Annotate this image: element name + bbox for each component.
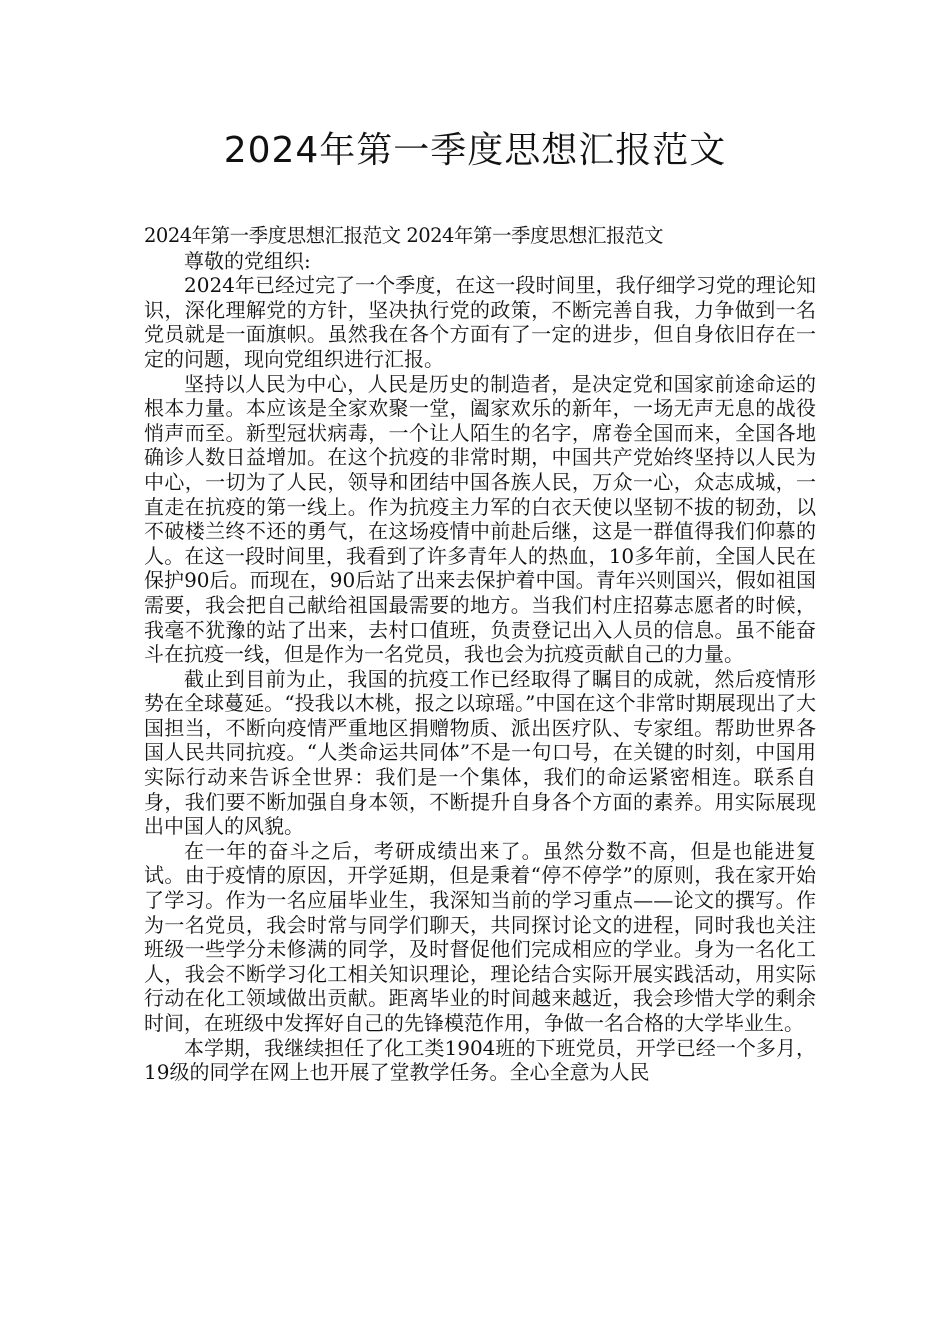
paragraph: 截止到目前为止，我国的抗疫工作已经取得了瞩目的成就，然后疫情形势在全球蔓延。“投我以木桃，报之以琼瑶。”中国在这个非常时期展现出了大国担当，不断向疫情严重地区捐赠物质、派出医疗队、专家组。帮助世界各国人民共同抗疫。“人类命运共同体”不是一句口号，在关键的时刻，中国用实际行动来告诉全世界：我们是一个集体，我们的命运紧密相连。联系自身，我们要不断加强自身本领，不断提升自身各个方面的素养。用实际展现出中国人的风貌。 (144, 666, 816, 839)
paragraph: 坚持以人民为中心，人民是历史的制造者，是决定党和国家前途命运的根本力量。本应该是全家欢聚一堂，阖家欢乐的新年，一场无声无息的战役悄声而至。新型冠状病毒，一个让人陌生的名字，席卷全国而来，全国各地确诊人数日益增加。在这个抗疫的非常时期，中国共产党始终坚持以人民为中心，一切为了人民，领导和团结中国各族人民，万众一心，众志成城，一直走在抗疫的第一线上。作为抗疫主力军的白衣天使以坚韧不拔的韧劲，以不破楼兰终不还的勇气，在这场疫情中前赴后继，这是一群值得我们仰慕的人。在这一段时间里，我看到了许多青年人的热血，10多年前，全国人民在保护90后。而现在，90后站了出来去保护着中国。青年兴则国兴，假如祖国需要，我会把自己献给祖国最需要的地方。当我们村庄招募志愿者的时候，我毫不犹豫的站了出来，去村口值班，负责登记出入人员的信息。虽不能奋斗在抗疫一线，但是作为一名党员，我也会为抗疫贡献自己的力量。 (144, 371, 816, 667)
paragraph: 2024年已经过完了一个季度，在这一段时间里，我仔细学习党的理论知识，深化理解党的方针，坚决执行党的政策，不断完善自我，力争做到一名党员就是一面旗帜。虽然我在各个方面有了一定的进步，但自身依旧存在一定的问题，现向党组织进行汇报。 (144, 273, 816, 371)
page-title: 2024年第一季度思想汇报范文 (223, 130, 727, 171)
paragraph: 本学期，我继续担任了化工类1904班的下班党员，开学已经一个多月，19级的同学在网上也开展了堂教学任务。全心全意为人民 (144, 1035, 816, 1085)
document-body (144, 224, 816, 1085)
paragraph: 在一年的奋斗之后，考研成绩出来了。虽然分数不高，但是也能进复试。由于疫情的原因，开学延期，但是秉着“停不停学”的原则，我在家开始了学习。作为一名应届毕业生，我深知当前的学习重点——论文的撰写。作为一名党员，我会时常与同学们聊天，共同探讨论文的进程，同时我也关注班级一些学分未修满的同学，及时督促他们完成相应的学业。身为一名化工人，我会不断学习化工相关知识理论，理论结合实际开展实践活动，用实际行动在化工领域做出贡献。距离毕业的时间越来越近，我会珍惜大学的剩余时间，在班级中发挥好自己的先锋模范作用，争做一名合格的大学毕业生。 (144, 838, 816, 1035)
salutation: 尊敬的党组织: (184, 248, 311, 273)
subtitle-line: 2024年第一季度思想汇报范文 2024年第一季度思想汇报范文 (144, 224, 663, 247)
